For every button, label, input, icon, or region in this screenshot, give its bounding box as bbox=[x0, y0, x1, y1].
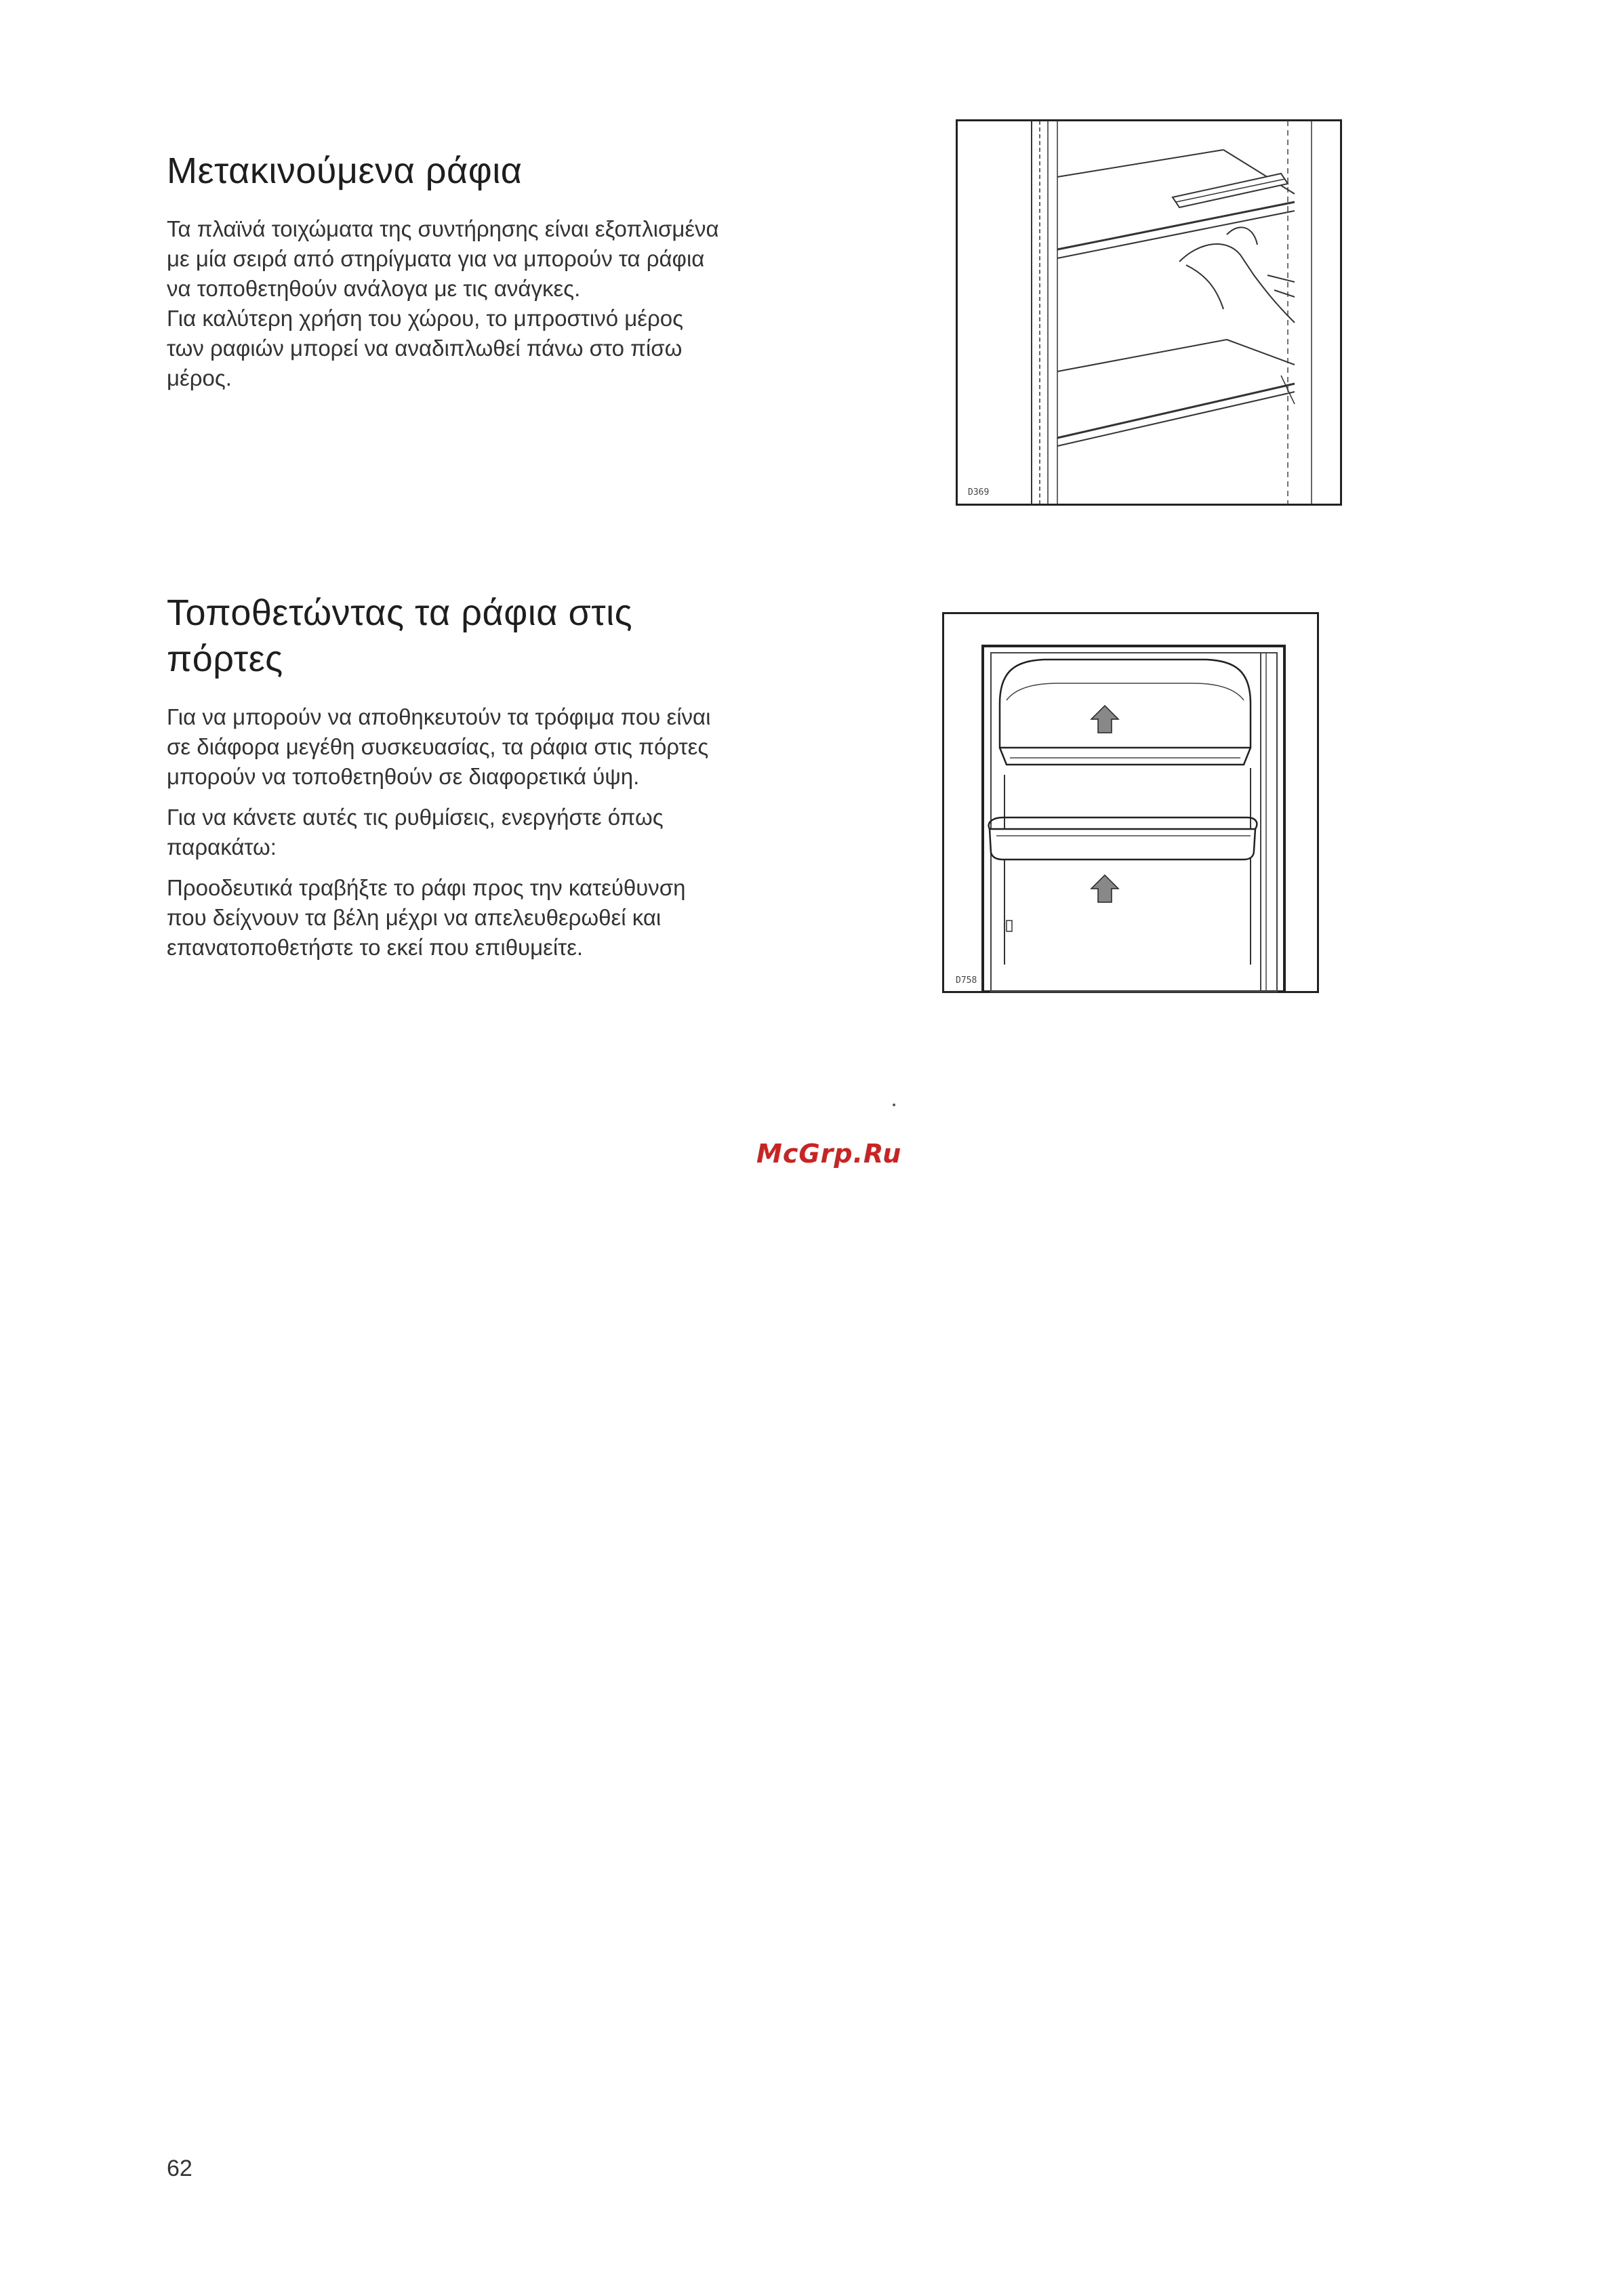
figure-door-shelves bbox=[942, 612, 1319, 993]
paragraph-door-shelves-1: Για να μπορούν να αποθηκευτούν τα τρόφιμα που είναι σε διάφορα μεγέθη συσκευασίας, τα ράφια στις πόρτες μπορούν να τοποθετηθούν σε διαφορετικά ύψη. bbox=[167, 704, 711, 789]
fridge-shelves-illustration bbox=[956, 119, 1342, 506]
heading-door-shelves: Τοποθετώντας τα ράφια στις πόρτες bbox=[167, 592, 633, 679]
watermark-text: McGrp.Ru bbox=[756, 1139, 902, 1169]
page-number: 62 bbox=[167, 2156, 192, 2181]
section-door-shelves bbox=[167, 590, 817, 973]
figure-code-d758: D758 bbox=[956, 975, 977, 986]
section-movable-shelves bbox=[167, 148, 817, 404]
figure-fridge-shelves bbox=[956, 119, 1342, 506]
paragraph-door-shelves-2: Για να κάνετε αυτές τις ρυθμίσεις, ενεργήστε όπως παρακάτω: bbox=[167, 805, 664, 860]
paragraph-door-shelves-3: Προοδευτικά τραβήξτε το ράφι προς την κατεύθυνση που δείχνουν τα βέλη μέχρι να απελευθερωθεί και επανατοποθετήστε το εκεί που επιθυμείτε. bbox=[167, 875, 686, 960]
scan-speck bbox=[893, 1104, 895, 1106]
figure-code-d369: D369 bbox=[968, 487, 990, 498]
paragraph-movable-shelves: Τα πλαϊνά τοιχώματα της συντήρησης είναι εξοπλισμένα με μία σειρά από στηρίγματα για να μπορούν τα ράφια να τοποθετηθούν ανάλογα με τις ανάγκες. Για καλύτερη χρήση του χώρου, το μπροστινό μέρος των ραφιών μπορεί να αναδιπλωθεί πάνω στο πίσω μέρος. bbox=[167, 216, 719, 390]
door-shelves-illustration bbox=[942, 612, 1319, 993]
heading-movable-shelves: Μετακινούμενα ράφια bbox=[167, 150, 523, 191]
